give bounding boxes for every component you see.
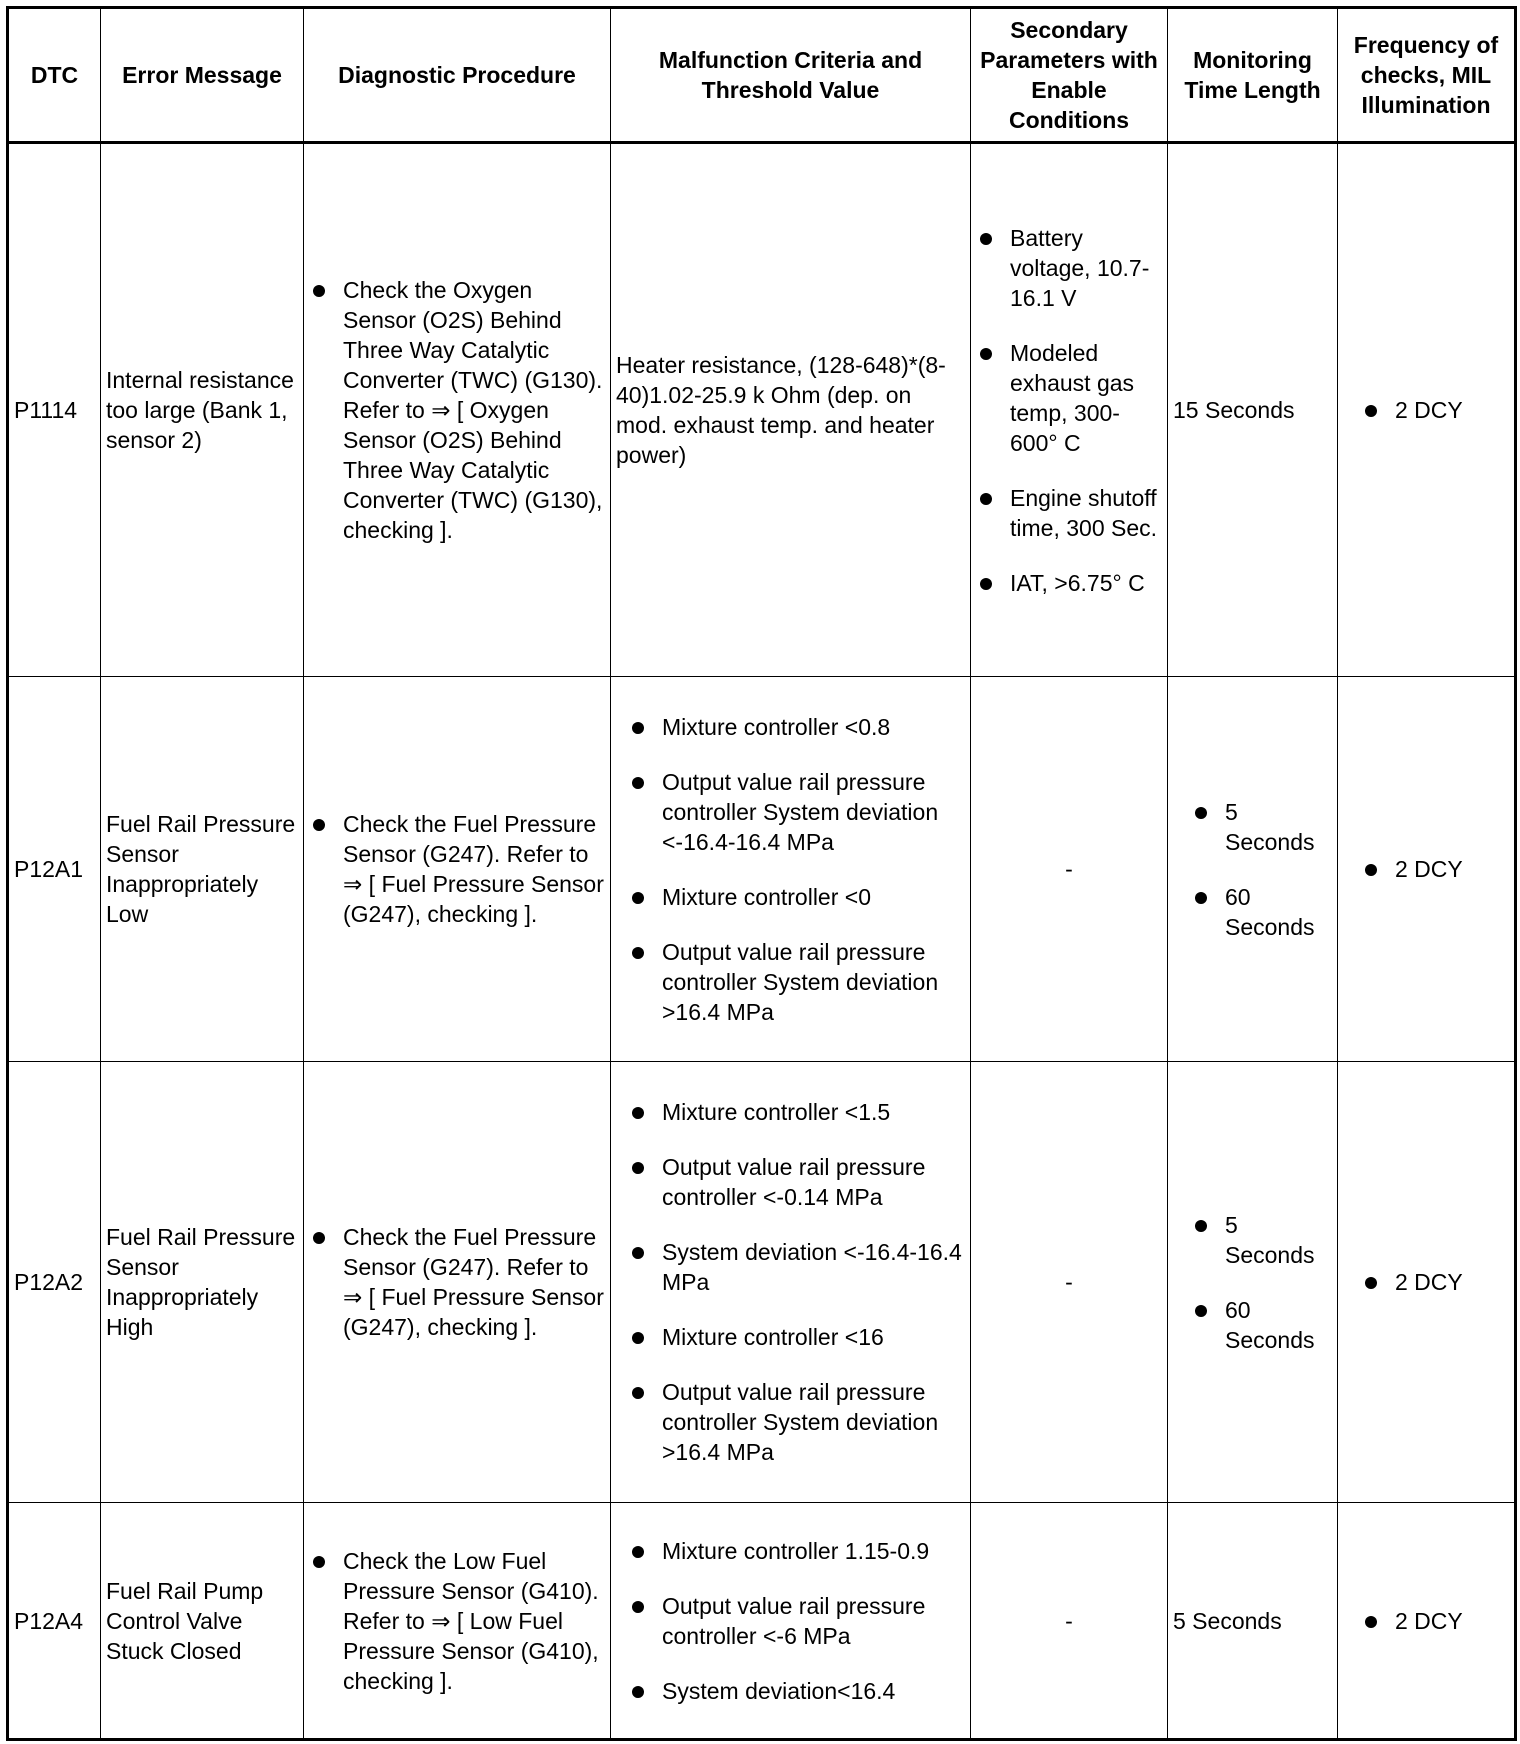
criteria-item: Output value rail pressure controller System deviation >16.4 MPa (628, 1377, 965, 1467)
cell-dtc: P12A2 (8, 1062, 101, 1503)
cell-error-message: Internal resistance too large (Bank 1, sensor 2) (101, 143, 304, 677)
header-error-message: Error Message (101, 8, 304, 143)
parameter-item: Engine shutoff time, 300 Sec. (976, 483, 1162, 543)
cell-frequency (1338, 143, 1516, 677)
cell-diagnostic-procedure (304, 1503, 611, 1740)
monitoring-item: 5 Seconds (1191, 1210, 1332, 1270)
criteria-item: Mixture controller <0.8 (628, 712, 965, 742)
frequency-item: 2 DCY (1361, 395, 1509, 425)
header-frequency: Frequency of checks, MIL Illumination (1338, 8, 1516, 143)
header-diagnostic-procedure: Diagnostic Procedure (304, 8, 611, 143)
procedure-item: Check the Fuel Pressure Sensor (G247). Refer to ⇒ [ Fuel Pressure Sensor (G247), checking ]. (309, 809, 605, 929)
dtc-table (6, 6, 1517, 1741)
cell-secondary-parameters (971, 143, 1168, 677)
table-row (8, 677, 1516, 1062)
criteria-item: Mixture controller <0 (628, 882, 965, 912)
criteria-item: Mixture controller <1.5 (628, 1097, 965, 1127)
table-row (8, 1062, 1516, 1503)
cell-frequency (1338, 1503, 1516, 1740)
cell-secondary-parameters: - (971, 1503, 1168, 1740)
criteria-item: System deviation<16.4 (628, 1676, 965, 1706)
cell-dtc: P12A4 (8, 1503, 101, 1740)
cell-malfunction-criteria (611, 1503, 971, 1740)
cell-diagnostic-procedure (304, 677, 611, 1062)
cell-monitoring-time (1168, 1062, 1338, 1503)
cell-secondary-parameters: - (971, 1062, 1168, 1503)
cell-malfunction-criteria (611, 677, 971, 1062)
header-malfunction-criteria: Malfunction Criteria and Threshold Value (611, 8, 971, 143)
header-secondary-parameters: Secondary Parameters with Enable Conditions (971, 8, 1168, 143)
cell-error-message: Fuel Rail Pump Control Valve Stuck Closed (101, 1503, 304, 1740)
criteria-item: Mixture controller <16 (628, 1322, 965, 1352)
monitoring-item: 60 Seconds (1191, 1295, 1332, 1355)
cell-monitoring-time: 5 Seconds (1168, 1503, 1338, 1740)
frequency-item: 2 DCY (1361, 854, 1509, 884)
header-monitoring-time: Monitoring Time Length (1168, 8, 1338, 143)
criteria-item: System deviation <-16.4-16.4 MPa (628, 1237, 965, 1297)
cell-error-message: Fuel Rail Pressure Sensor Inappropriately High (101, 1062, 304, 1503)
header-row (8, 8, 1516, 143)
cell-monitoring-time: 15 Seconds (1168, 143, 1338, 677)
frequency-item: 2 DCY (1361, 1606, 1509, 1636)
cell-monitoring-time (1168, 677, 1338, 1062)
frequency-item: 2 DCY (1361, 1267, 1509, 1297)
criteria-item: Output value rail pressure controller <-6 MPa (628, 1591, 965, 1651)
criteria-item: Mixture controller 1.15-0.9 (628, 1536, 965, 1566)
criteria-item: Output value rail pressure controller System deviation <-16.4-16.4 MPa (628, 767, 965, 857)
cell-dtc: P1114 (8, 143, 101, 677)
procedure-item: Check the Oxygen Sensor (O2S) Behind Three Way Catalytic Converter (TWC) (G130). Refer to ⇒ [ Oxygen Sensor (O2S) Behind Three Way Catalytic Converter (TWC) (G130), checking ]. (309, 275, 605, 545)
criteria-item: Output value rail pressure controller <-0.14 MPa (628, 1152, 965, 1212)
procedure-item: Check the Low Fuel Pressure Sensor (G410). Refer to ⇒ [ Low Fuel Pressure Sensor (G410), checking ]. (309, 1546, 605, 1696)
parameter-item: IAT, >6.75° C (976, 568, 1162, 598)
cell-diagnostic-procedure (304, 143, 611, 677)
cell-frequency (1338, 677, 1516, 1062)
procedure-item: Check the Fuel Pressure Sensor (G247). Refer to ⇒ [ Fuel Pressure Sensor (G247), checking ]. (309, 1222, 605, 1342)
cell-malfunction-criteria: Heater resistance, (128-648)*(8-40)1.02-25.9 k Ohm (dep. on mod. exhaust temp. and heater power) (611, 143, 971, 677)
cell-error-message: Fuel Rail Pressure Sensor Inappropriately Low (101, 677, 304, 1062)
parameter-item: Battery voltage, 10.7-16.1 V (976, 223, 1162, 313)
cell-frequency (1338, 1062, 1516, 1503)
cell-secondary-parameters: - (971, 677, 1168, 1062)
cell-dtc: P12A1 (8, 677, 101, 1062)
header-dtc: DTC (8, 8, 101, 143)
table-row (8, 1503, 1516, 1740)
monitoring-item: 60 Seconds (1191, 882, 1332, 942)
cell-diagnostic-procedure (304, 1062, 611, 1503)
criteria-item: Output value rail pressure controller System deviation >16.4 MPa (628, 937, 965, 1027)
table-row (8, 143, 1516, 677)
cell-malfunction-criteria (611, 1062, 971, 1503)
monitoring-item: 5 Seconds (1191, 797, 1332, 857)
parameter-item: Modeled exhaust gas temp, 300-600° C (976, 338, 1162, 458)
